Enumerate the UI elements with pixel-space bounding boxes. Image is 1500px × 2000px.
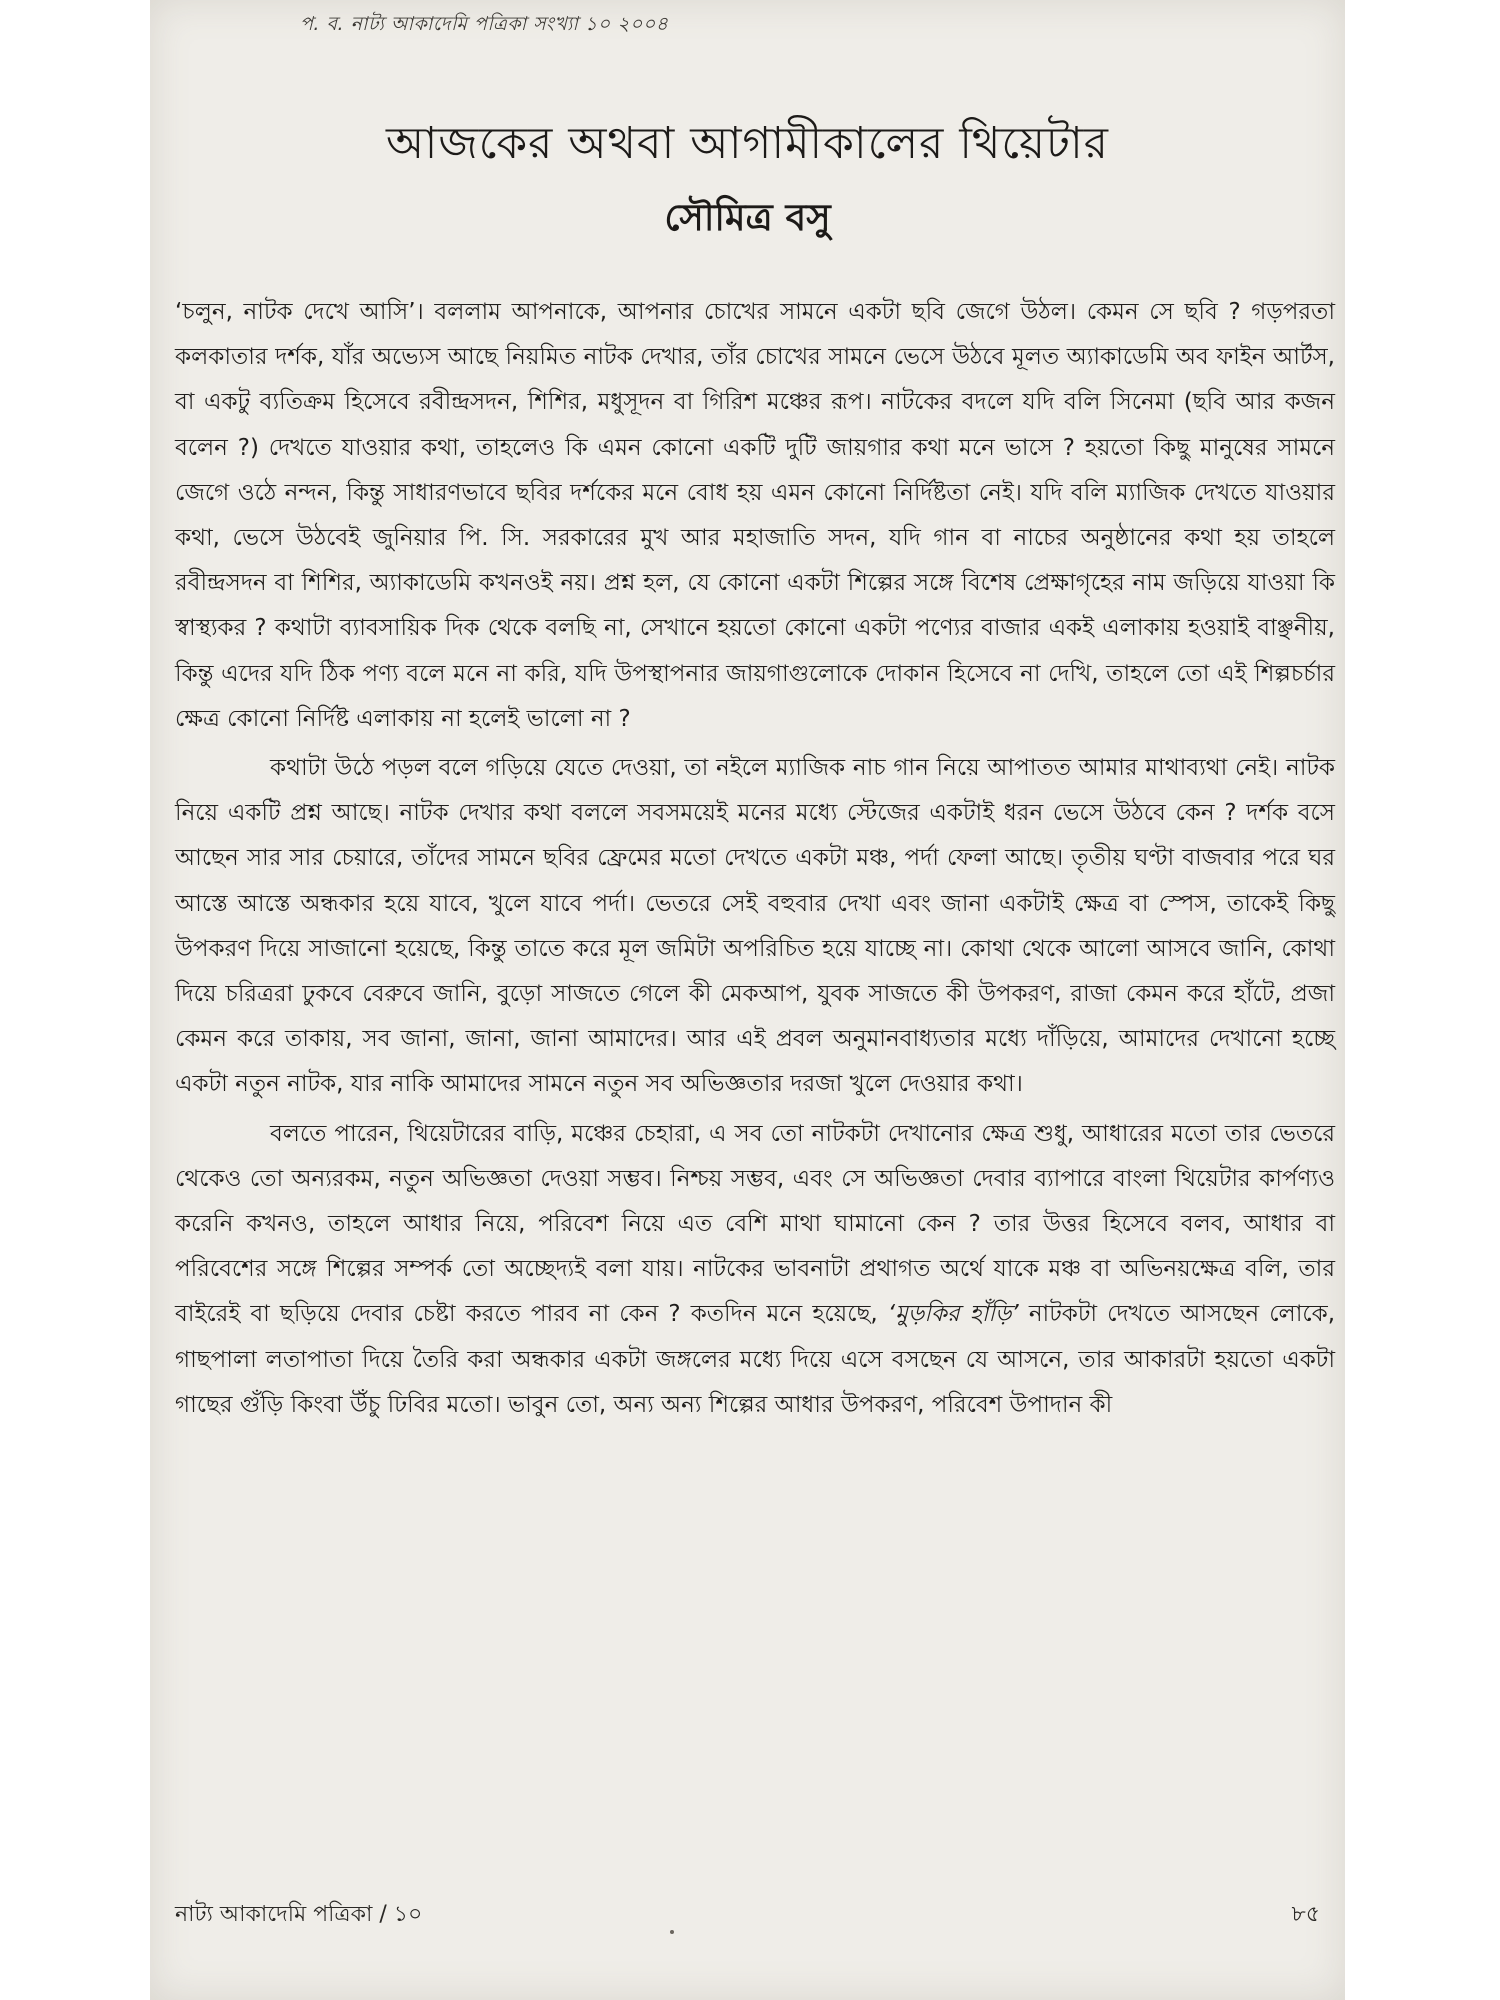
footer-journal-name: নাট্য আকাদেমি পত্রিকা / ১০ [175,1902,423,1927]
paragraph-3 [175,1112,1335,1428]
running-header: প. ব. নাট্য আকাদেমি পত্রিকা সংখ্যা ১০ ২০০৪ [300,13,669,35]
paragraph-3-part-2: নাটকটা দেখতে আসছেন লোকে, গাছপালা লতাপাতা দিয়ে তৈরি করা অন্ধকার একটা জঙ্গলের মধ্যে দিয়ে এসে বসছেন যে আসনে, তার আকারটা হয়তো একটা গাছের গুঁড়ি কিংবা উঁচু ঢিবির মতো। ভাবুন তো, অন্য অন্য শিল্পের আধার উপকরণ, পরিবেশ উপাদান কী [175,1301,1336,1418]
article-title: আজকের অথবা আগামীকালের থিয়েটার [386,118,1109,169]
footer-dot [670,1930,674,1934]
paragraph-3-part-1: বলতে পারেন, থিয়েটারের বাড়ি, মঞ্চের চেহারা, এ সব তো নাটকটা দেখানোর ক্ষেত্র শুধু, আধারের মতো তার ভেতরে থেকেও তো অন্যরকম, নতুন অভিজ্ঞতা দেওয়া সম্ভব। নিশ্চয় সম্ভব, এবং সে অভিজ্ঞতা দেবার ব্যাপারে বাংলা থিয়েটার কার্পণ্যও করেনি কখনও, তাহলে আধার নিয়ে, পরিবেশ নিয়ে এত বেশি মাথা ঘামানো কেন ? তার উত্তর হিসেবে বলব, আধার বা পরিবেশের সঙ্গে শিল্পের সম্পর্ক তো অচ্ছেদ্যই বলা যায়। নাটকের ভাবনাটা প্রথাগত অর্থে যাকে মঞ্চ বা অভিনয়ক্ষেত্র বলি, তার বাইরেই বা ছড়িয়ে দেবার চেষ্টা করতে পারব না কেন ? কতদিন মনে হয়েছে, [175,1120,1335,1328]
journal-page [150,0,1345,2000]
article-author: সৌমিত্র বসু [664,196,831,239]
paragraph-1: ‘চলুন, নাটক দেখে আসি’। বললাম আপনাকে, আপনার চোখের সামনে একটা ছবি জেগে উঠল। কেমন সে ছবি ? গড়পরতা কলকাতার দর্শক, যাঁর অভ্যেস আছে নিয়মিত নাটক দেখার, তাঁর চোখের সামনে ভেসে উঠবে মূলত অ্যাকাডেমি অব ফাইন আর্টস, বা একটু ব্যতিক্রম হিসেবে রবীন্দ্রসদন, শিশির, মধুসূদন বা গিরিশ মঞ্চের রূপ। নাটকের বদলে যদি বলি সিনেমা (ছবি আর কজন বলেন ?) দেখতে যাওয়ার কথা, তাহলেও কি এমন কোনো একটি দুটি জায়গার কথা মনে ভাসে ? হয়তো কিছু মানুষের সামনে জেগে ওঠে নন্দন, কিন্তু সাধারণভাবে ছবির দর্শকের মনে বোধ হয় এমন কোনো নির্দিষ্টতা নেই। যদি বলি ম্যাজিক দেখতে যাওয়ার কথা, ভেসে উঠবেই জুনিয়ার পি. সি. সরকারের মুখ আর মহাজাতি সদন, যদি গান বা নাচের অনুষ্ঠানের কথা হয় তাহলে রবীন্দ্রসদন বা শিশির, অ্যাকাডেমি কখনওই নয়। প্রশ্ন হল, যে কোনো একটা শিল্পের সঙ্গে বিশেষ প্রেক্ষাগৃহের নাম জড়িয়ে যাওয়া কি স্বাস্থ্যকর ? কথাটা ব্যাবসায়িক দিক থেকে বলছি না, সেখানে হয়তো কোনো একটা পণ্যের বাজার একই এলাকায় হওয়াই বাঞ্ছনীয়, কিন্তু এদের যদি ঠিক পণ্য বলে মনে না করি, যদি উপস্থাপনার জায়গাগুলোকে দোকান হিসেবে না দেখি, তাহলে তো এই শিল্পচর্চার ক্ষেত্র কোনো নির্দিষ্ট এলাকায় না হলেই ভালো না ? [175,299,1335,732]
play-title-italic: ‘মুড়কির হাঁড়ি’ [887,1301,1019,1328]
page-number: ৮৫ [1291,1902,1320,1927]
article-body [175,290,1335,1432]
paragraph-2: কথাটা উঠে পড়ল বলে গড়িয়ে যেতে দেওয়া, তা নইলে ম্যাজিক নাচ গান নিয়ে আপাতত আমার মাথাব্যথা নেই। নাটক নিয়ে একটি প্রশ্ন আছে। নাটক দেখার কথা বললে সবসময়েই মনের মধ্যে স্টেজের একটাই ধরন ভেসে উঠবে কেন ? দর্শক বসে আছেন সার সার চেয়ারে, তাঁদের সামনে ছবির ফ্রেমের মতো দেখতে একটা মঞ্চ, পর্দা ফেলা আছে। তৃতীয় ঘণ্টা বাজবার পরে ঘর আস্তে আস্তে অন্ধকার হয়ে যাবে, খুলে যাবে পর্দা। ভেতরে সেই বহুবার দেখা এবং জানা একটাই ক্ষেত্র বা স্পেস, তাকেই কিছু উপকরণ দিয়ে সাজানো হয়েছে, কিন্তু তাতে করে মূল জমিটা অপরিচিত হয়ে যাচ্ছে না। কোথা থেকে আলো আসবে জানি, কোথা দিয়ে চরিত্ররা ঢুকবে বেরুবে জানি, বুড়ো সাজতে গেলে কী মেকআপ, যুবক সাজতে কী উপকরণ, রাজা কেমন করে হাঁটে, প্রজা কেমন করে তাকায়, সব জানা, জানা, জানা আমাদের। আর এই প্রবল অনুমানবাধ্যতার মধ্যে দাঁড়িয়ে, আমাদের দেখানো হচ্ছে একটা নতুন নাটক, যার নাকি আমাদের সামনে নতুন সব অভিজ্ঞতার দরজা খুলে দেওয়ার কথা। [175,755,1335,1098]
